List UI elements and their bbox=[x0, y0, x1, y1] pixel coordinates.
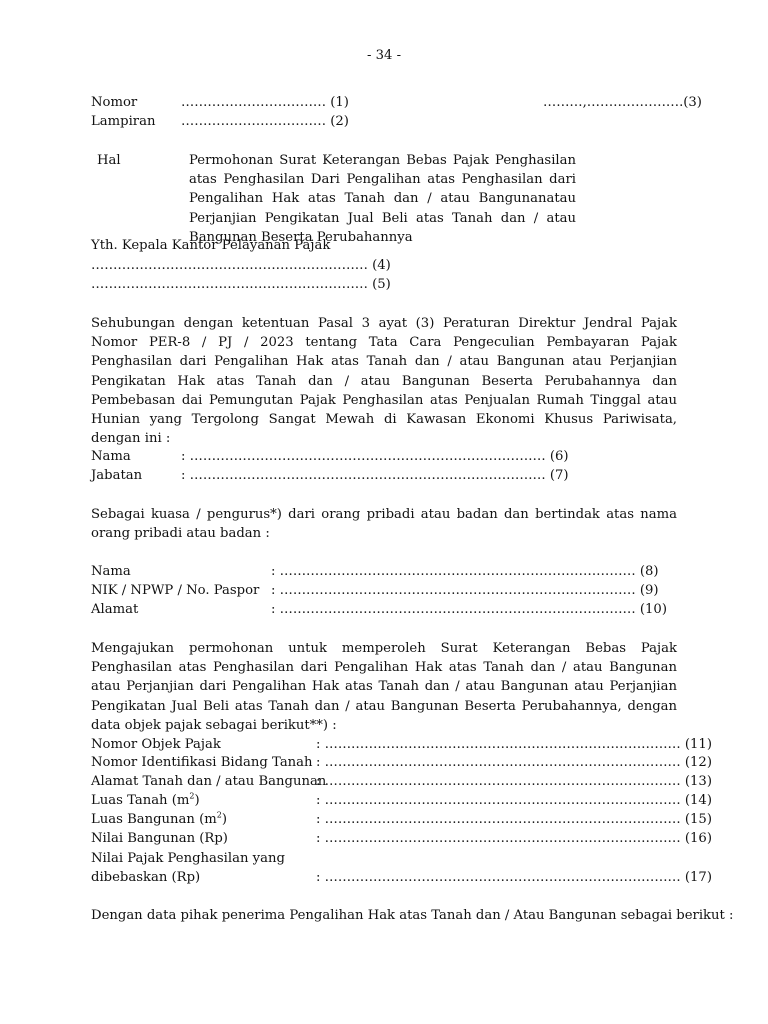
land-id-value: : ……………………………………………………………………… (12) bbox=[316, 755, 712, 770]
party-name-label: Nama bbox=[91, 564, 131, 579]
building-area-label-text: Luas Bangunan (m bbox=[91, 812, 217, 827]
building-area-value: : ……………………………………………………………………… (15) bbox=[316, 812, 712, 827]
addressee-line-1: Yth. Kepala Kantor Pelayanan Pajak bbox=[91, 238, 331, 253]
nomor-value: …………………………… (1) bbox=[181, 95, 349, 110]
signer-name-label: Nama bbox=[91, 449, 131, 464]
nomor-label: Nomor bbox=[91, 95, 138, 110]
exempt-income-label-line-1: Nilai Pajak Penghasilan yang bbox=[91, 851, 285, 866]
land-address-value: : ……………………………………………………………………… (13) bbox=[316, 774, 712, 789]
party-address-value: : ……………………………………………………………………… (10) bbox=[271, 602, 667, 617]
hal-label: Hal bbox=[97, 153, 121, 168]
signer-position-value: : ……………………………………………………………………… (7) bbox=[181, 468, 569, 483]
land-area-label-end: ) bbox=[194, 793, 200, 808]
building-area-sup: 2 bbox=[216, 810, 222, 820]
land-area-label-text: Luas Tanah (m bbox=[91, 793, 190, 808]
land-address-label: Alamat Tanah dan / atau Bangunan bbox=[91, 774, 327, 789]
land-area-value: : ……………………………………………………………………… (14) bbox=[316, 793, 712, 808]
closing-line: Dengan data pihak penerima Pengalihan Hak atas Tanah dan / Atau Bangunan sebagai berikut : bbox=[91, 908, 734, 923]
signer-position-label: Jabatan bbox=[91, 468, 143, 483]
lampiran-label: Lampiran bbox=[91, 114, 156, 129]
building-area-label-end: ) bbox=[221, 812, 227, 827]
building-value-label: Nilai Bangunan (Rp) bbox=[91, 831, 228, 846]
intro-paragraph: Sehubungan dengan ketentuan Pasal 3 ayat (3) Peraturan Direktur Jendral Pajak Nomor PER-8 / PJ / 2023 tentang Tata Cara Pengeculian Pembayaran Pajak Penghasilan dari Pengalihan Hak atas Tanah dan / atau Bangunan atau Perjanjian Pengikatan Hak atas Tanah dan / atau Bangunan Beserta Perubahannya dan Pembebasan dai Pemungutan Pajak Penghasilan atas Penjualan Rumah Tinggal atau Hunian yang Tergolong Sangat Mewah di Kawasan Ekonomi Khusus Pariwisata, dengan ini : bbox=[91, 316, 677, 447]
land-area-sup: 2 bbox=[189, 791, 195, 801]
lampiran-value: …………………………… (2) bbox=[181, 114, 349, 129]
exempt-income-value: : ……………………………………………………………………… (17) bbox=[316, 870, 712, 885]
object-number-value: : ……………………………………………………………………… (11) bbox=[316, 737, 712, 752]
party-id-value: : ……………………………………………………………………… (9) bbox=[271, 583, 659, 598]
party-id-label: NIK / NPWP / No. Paspor bbox=[91, 583, 260, 598]
page-number: - 34 - bbox=[366, 48, 402, 63]
request-paragraph: Mengajukan permohonan untuk memperoleh Surat Keterangan Bebas Pajak Penghasilan atas Penghasilan dari Pengalihan Hak atas Tanah dan / atau Bangunan atau Perjanjian dari Pengalihan Hak atas Tanah dan / atau Bangunan atau Perjanjian Pengikatan Jual Beli atas Tanah dan / atau Bangunan Beserta Perubahannya, dengan data objek pajak sebagai berikut**) : bbox=[91, 641, 677, 733]
hal-text: Permohonan Surat Keterangan Bebas Pajak Penghasilan atas Penghasilan Dari Pengalihan atas Penghasilan dari Pengalihan Hak atas Tanah dan / atau Bangunanatau Perjanjian Pengikatan Jual Beli atas Tanah dan / atau Bangunan Beserta Perubahannya bbox=[189, 153, 576, 245]
land-id-label: Nomor Identifikasi Bidang Tanah bbox=[91, 755, 313, 770]
kuasa-paragraph: Sebagai kuasa / pengurus*) dari orang pribadi atau badan dan bertindak atas nama orang pribadi atau badan : bbox=[91, 507, 677, 542]
signer-name-value: : ……………………………………………………………………… (6) bbox=[181, 449, 569, 464]
party-address-label: Alamat bbox=[91, 602, 139, 617]
party-name-value: : ……………………………………………………………………… (8) bbox=[271, 564, 659, 579]
exempt-income-label-line-2: dibebaskan (Rp) bbox=[91, 870, 201, 885]
building-value-value: : ……………………………………………………………………… (16) bbox=[316, 831, 712, 846]
land-area-label bbox=[91, 791, 200, 810]
object-number-label: Nomor Objek Pajak bbox=[91, 737, 221, 752]
addressee-line-2: ……………………………………………………… (4) bbox=[91, 258, 391, 273]
building-area-label bbox=[91, 810, 227, 829]
addressee-line-3: ……………………………………………………… (5) bbox=[91, 277, 391, 292]
date-place: ………,………………….(3) bbox=[543, 95, 702, 110]
